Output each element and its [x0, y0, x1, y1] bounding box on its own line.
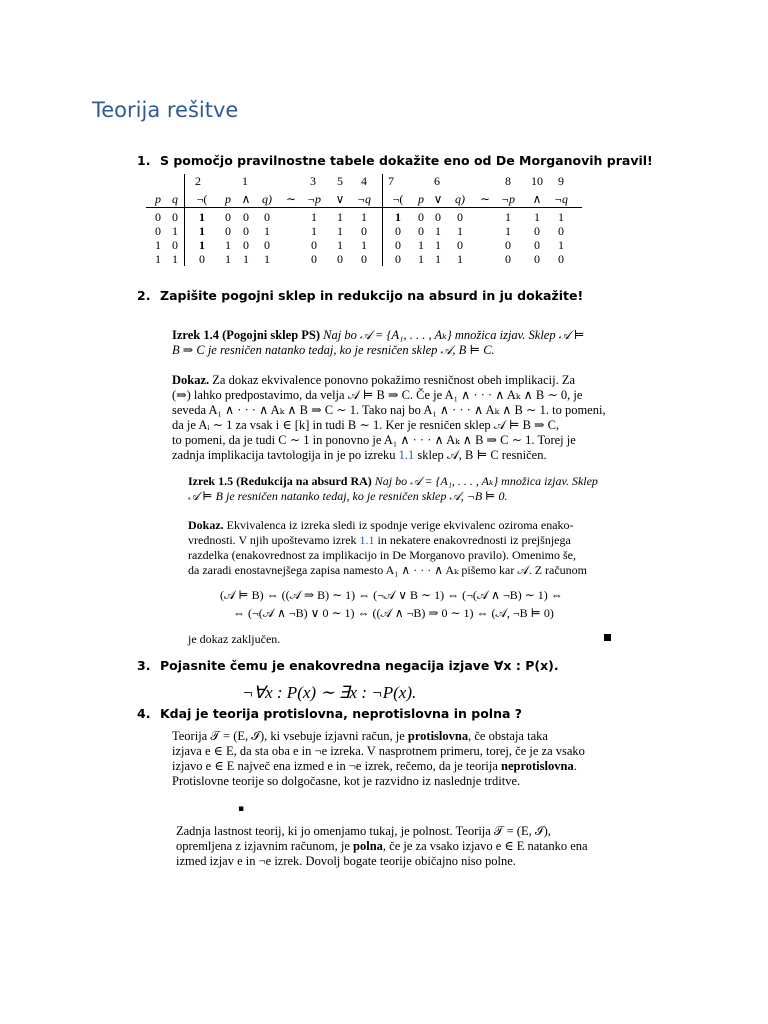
- consistency-definition: [172, 729, 585, 789]
- table-cell: 0: [172, 238, 178, 252]
- header-cell: ¬q: [553, 192, 569, 206]
- table-cell: 1: [311, 224, 317, 238]
- order-number: 1: [242, 174, 248, 188]
- table-cell: 1: [505, 210, 511, 224]
- proof-conclusion: je dokaz zaključen.: [188, 632, 281, 646]
- table-cell: 1: [199, 238, 205, 252]
- header-cell: ¬q: [356, 192, 372, 206]
- definition-line: izmed izjav e in ¬e izrek. Dovolj bogate teorije običajno niso polne.: [176, 854, 516, 868]
- table-cell: 0: [361, 224, 367, 238]
- table-cell: 1: [435, 224, 441, 238]
- proof-line: Za dokaz ekvivalence ponovno pokažimo resničnost obeh implikacij. Za: [212, 373, 576, 387]
- table-cell: 0: [558, 224, 564, 238]
- table-cell: 1: [264, 224, 270, 238]
- proof-line: da zaradi enostavnejšega zapisa namesto A₁ ∧ · · · ∧ Aₖ pišemo kar 𝒜. Z računom: [188, 563, 588, 577]
- page-title: Teorija rešitve: [92, 98, 239, 122]
- table-cell: 1: [264, 252, 270, 266]
- header-cell: ¬(: [392, 192, 404, 206]
- completeness-definition: [176, 824, 588, 869]
- question-4-text: Kdaj je teorija protislovna, neprotislovna in polna ?: [160, 706, 523, 721]
- theorem-reference-link[interactable]: 1.1: [398, 448, 415, 462]
- header-cell: p: [418, 192, 424, 206]
- definition-line: , če je za vsako izjavo e ∈ E natanko ena: [382, 839, 588, 853]
- header-cell: ¬p: [306, 192, 322, 206]
- header-cell: ∼: [285, 192, 297, 206]
- truth-table: [146, 174, 582, 266]
- question-4-number: 4.: [137, 706, 151, 721]
- definition-line: Zadnja lastnost teorij, ki jo omenjamo tukaj, je polnost. Teorija 𝒯 = (E, ℐ),: [176, 824, 551, 838]
- order-number: 2: [195, 174, 201, 188]
- table-cell: 1: [558, 238, 564, 252]
- proof-line: seveda A₁ ∧ · · · ∧ Aₖ ∧ B ⇒ C ∼ 1. Tako naj bo A₁ ∧ · · · ∧ Aₖ ∧ B ∼ 1. to pomeni,: [172, 403, 606, 417]
- table-cell: 1: [243, 252, 249, 266]
- table-cell: 0: [225, 224, 231, 238]
- proof-redukcija-na-absurd: [188, 518, 587, 578]
- table-cell: 0: [395, 238, 401, 252]
- table-cell: 1: [457, 252, 463, 266]
- table-cell: 1: [435, 252, 441, 266]
- proof-line: vrednosti. V njih upoštevamo izrek: [188, 533, 357, 547]
- table-cell: 0: [457, 210, 463, 224]
- table-cell: 0: [534, 238, 540, 252]
- table-cell: 0: [243, 210, 249, 224]
- header-cell: ∧: [532, 192, 542, 206]
- table-cell: 0: [435, 210, 441, 224]
- table-cell: 0: [243, 224, 249, 238]
- proof-line: to pomeni, da je tudi C ∼ 1 in ponovno je A₁ ∧ · · · ∧ Aₖ ∧ B ⇒ C ∼ 1. Torej je: [172, 433, 576, 447]
- order-number: 9: [558, 174, 564, 188]
- question-1-number: 1.: [137, 153, 151, 168]
- table-cell: 0: [505, 252, 511, 266]
- proof-label: Dokaz.: [172, 373, 210, 387]
- table-cell: 1: [225, 238, 231, 252]
- proof-line: da je Aᵢ ∼ 1 za vsak i ∈ [k] in tudi B ∼ 1. Ker je resničen sklep 𝒜 ⊨ B ⇒ C,: [172, 418, 560, 432]
- table-cell: 1: [337, 238, 343, 252]
- table-cell: 1: [457, 224, 463, 238]
- table-cell: 0: [505, 238, 511, 252]
- term-protislovna: protislovna: [407, 729, 469, 743]
- order-number: 6: [434, 174, 440, 188]
- theorem-statement-line: Naj bo 𝒜 = {A₁, . . . , Aₖ} množica izjav. Sklep: [374, 474, 598, 488]
- question-2-text: Zapišite pogojni sklep in redukcijo na absurd in ju dokažite!: [160, 288, 584, 303]
- definition-line: izjava e ∈ E, da sta oba e in ¬e izreka. V nasprotnem primeru, torej, če je za vsako: [172, 744, 585, 758]
- proof-line: (⇒) lahko predpostavimo, da velja 𝒜 ⊨ B ⇒ C. Če je A₁ ∧ · · · ∧ Aₖ ∧ B ∼ 0, je: [172, 388, 583, 402]
- table-cell: 0: [395, 224, 401, 238]
- order-number: 8: [505, 174, 511, 188]
- table-cell: 0: [155, 224, 161, 238]
- table-cell: 1: [172, 252, 178, 266]
- table-cell: 1: [225, 252, 231, 266]
- table-divider-left: [184, 174, 185, 266]
- proof-label: Dokaz.: [188, 518, 224, 532]
- table-cell: 0: [457, 238, 463, 252]
- theorem-label: Izrek 1.5 (Redukcija na absurd RA): [188, 474, 372, 488]
- header-cell: ∨: [433, 192, 443, 206]
- table-cell: 0: [361, 252, 367, 266]
- table-cell: 1: [418, 238, 424, 252]
- qed-mark: [604, 634, 611, 641]
- table-cell: 0: [155, 210, 161, 224]
- table-cell: 1: [337, 210, 343, 224]
- header-cell: ∨: [335, 192, 345, 206]
- table-cell: 1: [435, 238, 441, 252]
- header-cell: ∧: [241, 192, 251, 206]
- equivalence-chain-line-1: (𝒜 ⊨ B) ⇔ ((𝒜 ⇒ B) ∼ 1) ⇔ (¬𝒜 ∨ B ∼ 1) ⇔ (¬(𝒜 ∧ ¬B) ∼ 1) ⇔: [220, 588, 563, 602]
- table-cell: 1: [155, 238, 161, 252]
- proof-line: Ekvivalenca iz izreka sledi iz spodnje verige ekvivalenc oziroma enako-: [226, 518, 574, 532]
- order-number: 7: [388, 174, 394, 188]
- table-cell: 0: [264, 238, 270, 252]
- table-cell: 1: [505, 224, 511, 238]
- table-cell: 0: [199, 252, 205, 266]
- theorem-statement-line: B ⇒ C je resničen natanko tedaj, ko je resničen sklep 𝒜, B ⊨ C.: [172, 343, 495, 357]
- theorem-pogojni-sklep: [172, 328, 584, 358]
- table-cell: 0: [264, 210, 270, 224]
- header-cell: p: [225, 192, 231, 206]
- theorem-statement-line: Naj bo 𝒜 = {A₁, . . . , Aₖ} množica izjav. Sklep 𝒜 ⊨: [323, 328, 585, 342]
- table-header-rule: [146, 207, 582, 208]
- question-3-text: Pojasnite čemu je enakovredna negacija izjave ∀x : P(x).: [160, 658, 559, 673]
- term-neprotislovna: neprotislovna: [501, 759, 574, 773]
- equivalence-chain-line-2: ⇔ (¬(𝒜 ∧ ¬B) ∨ 0 ∼ 1) ⇔ ((𝒜 ∧ ¬B) ⇒ 0 ∼ 1) ⇔ (𝒜, ¬B ⊨ 0): [233, 606, 554, 620]
- question-2-number: 2.: [137, 288, 151, 303]
- table-cell: 0: [558, 252, 564, 266]
- table-cell: 1: [337, 224, 343, 238]
- definition-line: .: [573, 759, 577, 773]
- table-cell: 1: [361, 238, 367, 252]
- table-cell: 1: [199, 210, 205, 224]
- table-cell: 1: [534, 210, 540, 224]
- theorem-label: Izrek 1.4 (Pogojni sklep PS): [172, 328, 321, 342]
- table-cell: 1: [172, 224, 178, 238]
- table-cell: 0: [534, 224, 540, 238]
- table-cell: 1: [199, 224, 205, 238]
- table-cell: 0: [311, 252, 317, 266]
- header-cell: p: [155, 192, 161, 206]
- table-cell: 0: [225, 210, 231, 224]
- table-cell: 0: [243, 238, 249, 252]
- stray-dot: ▪: [238, 804, 245, 814]
- question-3-number: 3.: [137, 658, 151, 673]
- definition-line: izjavo e ∈ E največ ena izmed e in ¬e izrek, rečemo, da je teorija: [172, 759, 498, 773]
- proof-pogojni-sklep: [172, 373, 606, 463]
- proof-line: sklep 𝒜, B ⊨ C resničen.: [417, 448, 547, 462]
- proof-line: in nekatere enakovrednosti iz prejšnjega: [377, 533, 571, 547]
- order-number: 4: [361, 174, 367, 188]
- table-cell: 0: [418, 210, 424, 224]
- table-cell: 0: [172, 210, 178, 224]
- table-cell: 1: [395, 210, 401, 224]
- term-polna: polna: [353, 839, 383, 853]
- proof-line: razdelka (enakovrednost za implikacijo in De Morganovo pravilo). Omenimo še,: [188, 548, 576, 562]
- table-cell: 0: [395, 252, 401, 266]
- definition-line: Teorija 𝒯 = (E, ℐ), ki vsebuje izjavni račun, je: [172, 729, 405, 743]
- order-number: 3: [310, 174, 316, 188]
- theorem-statement-line: 𝒜 ⊨ B je resničen natanko tedaj, ko je resničen sklep 𝒜, ¬B ⊨ 0.: [188, 489, 508, 503]
- definition-line: Protislovne teorije so dolgočasne, kot je razvidno iz naslednje trditve.: [172, 774, 521, 788]
- table-cell: 1: [361, 210, 367, 224]
- order-number: 10: [531, 174, 543, 188]
- header-cell: ¬(: [196, 192, 208, 206]
- question-1-text: S pomočjo pravilnostne tabele dokažite eno od De Morganovih pravil!: [160, 153, 653, 168]
- table-cell: 0: [418, 224, 424, 238]
- table-cell: 0: [337, 252, 343, 266]
- header-cell: q): [262, 192, 272, 206]
- theorem-reference-link[interactable]: 1.1: [359, 533, 375, 547]
- table-cell: 0: [534, 252, 540, 266]
- quantifier-negation-formula: ¬∀x : P(x) ∼ ∃x : ¬P(x).: [242, 683, 417, 702]
- table-cell: 0: [311, 238, 317, 252]
- header-cell: q: [172, 192, 178, 206]
- theorem-redukcija-na-absurd: [188, 474, 598, 504]
- proof-line: zadnja implikacija tavtologija in je po izreku: [172, 448, 396, 462]
- order-number: 5: [337, 174, 343, 188]
- header-cell: q): [455, 192, 465, 206]
- definition-line: opremljena z izjavnim računom, je: [176, 839, 350, 853]
- table-divider-middle: [382, 174, 383, 266]
- header-cell: ¬p: [500, 192, 516, 206]
- table-cell: 1: [155, 252, 161, 266]
- definition-line: , če obstaja taka: [468, 729, 548, 743]
- table-cell: 1: [418, 252, 424, 266]
- header-cell: ∼: [479, 192, 491, 206]
- table-cell: 1: [558, 210, 564, 224]
- table-cell: 1: [311, 210, 317, 224]
